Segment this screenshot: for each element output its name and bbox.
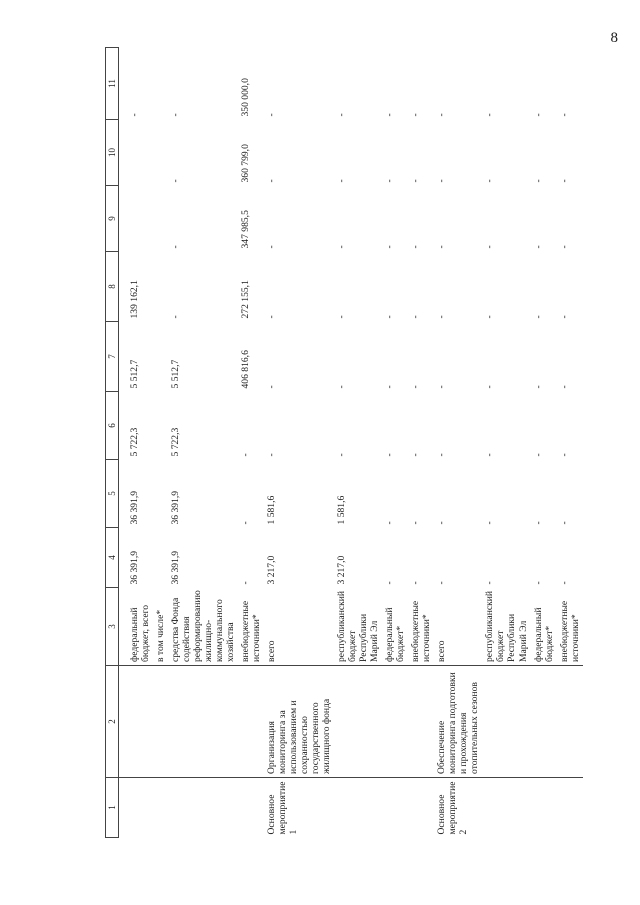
- table-row: [127, 48, 153, 838]
- activity-cell: [382, 778, 408, 838]
- value-cell: -: [436, 385, 448, 389]
- value-cell: -: [436, 179, 448, 183]
- value-cell: -: [265, 179, 277, 183]
- value-cell: -: [436, 113, 448, 117]
- activity-cell: [557, 778, 583, 838]
- value-cell: -: [484, 315, 496, 319]
- table-row: [238, 48, 264, 838]
- value-cell: 3 217,0: [265, 555, 277, 585]
- activity-name-cell: [531, 666, 557, 778]
- value-cell: -: [532, 113, 544, 117]
- funding-source-cell: республиканский бюджет Республики Марий Эл: [482, 588, 530, 666]
- value-cell: -: [484, 179, 496, 183]
- funding-source-cell: республиканский бюджет Республики Марий Эл: [334, 588, 382, 666]
- value-cell: -: [384, 245, 396, 249]
- value-cell: [127, 120, 153, 186]
- value-cell: -: [484, 385, 496, 389]
- funding-source-cell: всего: [264, 588, 334, 666]
- value-cell: 36 391,9: [169, 550, 181, 585]
- value-cell: -: [410, 315, 422, 319]
- value-cell: -: [558, 385, 570, 389]
- value-cell: 360 799,0: [239, 144, 251, 183]
- value-cell: -: [558, 245, 570, 249]
- value-cell: -: [384, 521, 396, 525]
- value-cell: -: [265, 315, 277, 319]
- value-cell: 1 581,6: [336, 495, 348, 525]
- value-cell: -: [410, 113, 422, 117]
- value-cell: -: [265, 245, 277, 249]
- value-cell: -: [410, 521, 422, 525]
- value-cell: -: [436, 581, 448, 585]
- value-cell: -: [410, 385, 422, 389]
- value-cell: 350 000,0: [239, 78, 251, 117]
- activity-name-cell: [382, 666, 408, 778]
- value-cell: -: [265, 113, 277, 117]
- table-row: [408, 48, 434, 838]
- value-cell: -: [410, 453, 422, 457]
- value-cell: 5 722,3: [169, 427, 181, 457]
- activity-cell: Основное мероприятие 1: [265, 781, 299, 835]
- value-cell: -: [336, 453, 348, 457]
- header-gap: [119, 48, 127, 838]
- value-cell: -: [484, 453, 496, 457]
- value-cell: -: [265, 453, 277, 457]
- funding-source-cell: федеральный бюджет, всего: [127, 588, 153, 666]
- activity-name-cell: [334, 666, 382, 778]
- value-cell: -: [169, 245, 181, 249]
- table-row: [434, 48, 482, 838]
- column-header: 6: [106, 392, 119, 460]
- table-row: [482, 48, 530, 838]
- funding-source-cell: федеральный бюджет*: [531, 588, 557, 666]
- value-cell: -: [336, 385, 348, 389]
- value-cell: -: [558, 315, 570, 319]
- value-cell: -: [410, 179, 422, 183]
- value-cell: -: [558, 113, 570, 117]
- page-number: 8: [610, 30, 618, 46]
- value-cell: 36 391,9: [128, 550, 140, 585]
- activity-name-cell: [168, 666, 238, 778]
- column-header: 3: [106, 588, 119, 666]
- value-cell: -: [384, 179, 396, 183]
- value-cell: 36 391,9: [128, 490, 140, 525]
- value-cell: -: [384, 581, 396, 585]
- value-cell: -: [336, 179, 348, 183]
- value-cell: -: [532, 581, 544, 585]
- activity-name-cell: [408, 666, 434, 778]
- value-cell: -: [532, 315, 544, 319]
- value-cell: 272 155,1: [239, 280, 251, 319]
- activity-cell: [127, 778, 153, 838]
- activity-cell: Основное мероприятие 2: [436, 781, 470, 835]
- table-row: [531, 48, 557, 838]
- activity-name-cell: [153, 666, 168, 778]
- value-cell: -: [384, 385, 396, 389]
- activity-cell: [531, 778, 557, 838]
- column-header: 1: [106, 778, 119, 838]
- value-cell: -: [265, 385, 277, 389]
- funding-source-cell: внебюджетные источники*: [557, 588, 583, 666]
- table-row: [382, 48, 408, 838]
- value-cell: -: [128, 113, 140, 117]
- table-row: [557, 48, 583, 838]
- activity-name-cell: Обеспечение мониторинга подготовки и прохождения отопительных сезонов: [434, 666, 482, 778]
- activity-cell: [153, 778, 168, 838]
- activity-name-cell: [238, 666, 264, 778]
- value-cell: -: [532, 453, 544, 457]
- value-cell: -: [336, 245, 348, 249]
- value-cell: [153, 460, 168, 528]
- value-cell: 3 217,0: [336, 555, 348, 585]
- column-header: 5: [106, 460, 119, 528]
- value-cell: -: [384, 315, 396, 319]
- value-cell: -: [484, 113, 496, 117]
- funding-source-cell: средства Фонда содействия реформированию жилищно-коммунального хозяйства: [168, 588, 238, 666]
- activity-name-cell: [127, 666, 153, 778]
- value-cell: -: [436, 315, 448, 319]
- funding-source-cell: внебюджетные источники*: [408, 588, 434, 666]
- value-cell: -: [532, 385, 544, 389]
- table-row: [264, 48, 334, 838]
- activity-name-cell: [482, 666, 530, 778]
- value-cell: 347 985,5: [239, 210, 251, 249]
- table-row: [153, 48, 168, 838]
- table-row: [168, 48, 238, 838]
- value-cell: -: [169, 113, 181, 117]
- value-cell: -: [336, 113, 348, 117]
- value-cell: [153, 120, 168, 186]
- value-cell: -: [532, 179, 544, 183]
- value-cell: 5 722,3: [128, 427, 140, 457]
- value-cell: -: [410, 245, 422, 249]
- column-header: 2: [106, 666, 119, 778]
- activity-name-cell: Организация мониторинга за использованием и сохранностью государственного жилищного фонда: [264, 666, 334, 778]
- value-cell: -: [484, 521, 496, 525]
- table-row: [334, 48, 382, 838]
- value-cell: -: [484, 581, 496, 585]
- value-cell: -: [169, 179, 181, 183]
- value-cell: 36 391,9: [169, 490, 181, 525]
- value-cell: -: [384, 113, 396, 117]
- value-cell: -: [436, 453, 448, 457]
- value-cell: -: [558, 581, 570, 585]
- funding-table: [105, 47, 583, 838]
- value-cell: -: [532, 521, 544, 525]
- column-header: 4: [106, 528, 119, 588]
- column-header: 9: [106, 186, 119, 252]
- value-cell: -: [484, 245, 496, 249]
- column-header: 8: [106, 252, 119, 322]
- value-cell: -: [239, 581, 251, 585]
- value-cell: 406 816,6: [239, 350, 251, 389]
- activity-name-cell: [557, 666, 583, 778]
- value-cell: -: [336, 315, 348, 319]
- value-cell: [127, 186, 153, 252]
- value-cell: -: [558, 453, 570, 457]
- value-cell: -: [558, 179, 570, 183]
- activity-cell: [168, 778, 238, 838]
- value-cell: -: [384, 453, 396, 457]
- value-cell: -: [436, 245, 448, 249]
- value-cell: -: [532, 245, 544, 249]
- column-header: 7: [106, 322, 119, 392]
- activity-cell: [238, 778, 264, 838]
- value-cell: [153, 392, 168, 460]
- activity-cell: [482, 778, 530, 838]
- value-cell: 5 512,7: [128, 359, 140, 389]
- funding-source-cell: федеральный бюджет*: [382, 588, 408, 666]
- value-cell: 139 162,1: [128, 280, 140, 319]
- column-header: 10: [106, 120, 119, 186]
- value-cell: -: [410, 581, 422, 585]
- funding-source-cell: всего: [434, 588, 482, 666]
- value-cell: -: [558, 521, 570, 525]
- activity-cell: [408, 778, 434, 838]
- funding-source-cell: внебюджетные источники*: [238, 588, 264, 666]
- value-cell: [153, 322, 168, 392]
- value-cell: [153, 186, 168, 252]
- column-number-header: [106, 48, 119, 838]
- value-cell: -: [169, 315, 181, 319]
- funding-source-cell: в том числе*: [153, 588, 168, 666]
- value-cell: [153, 252, 168, 322]
- activity-cell: [334, 778, 382, 838]
- column-header: 11: [106, 48, 119, 120]
- value-cell: -: [239, 453, 251, 457]
- value-cell: -: [239, 521, 251, 525]
- value-cell: [153, 528, 168, 588]
- value-cell: 1 581,6: [265, 495, 277, 525]
- value-cell: [153, 48, 168, 120]
- rotated-table-container: [105, 48, 625, 838]
- value-cell: 5 512,7: [169, 359, 181, 389]
- value-cell: -: [436, 521, 448, 525]
